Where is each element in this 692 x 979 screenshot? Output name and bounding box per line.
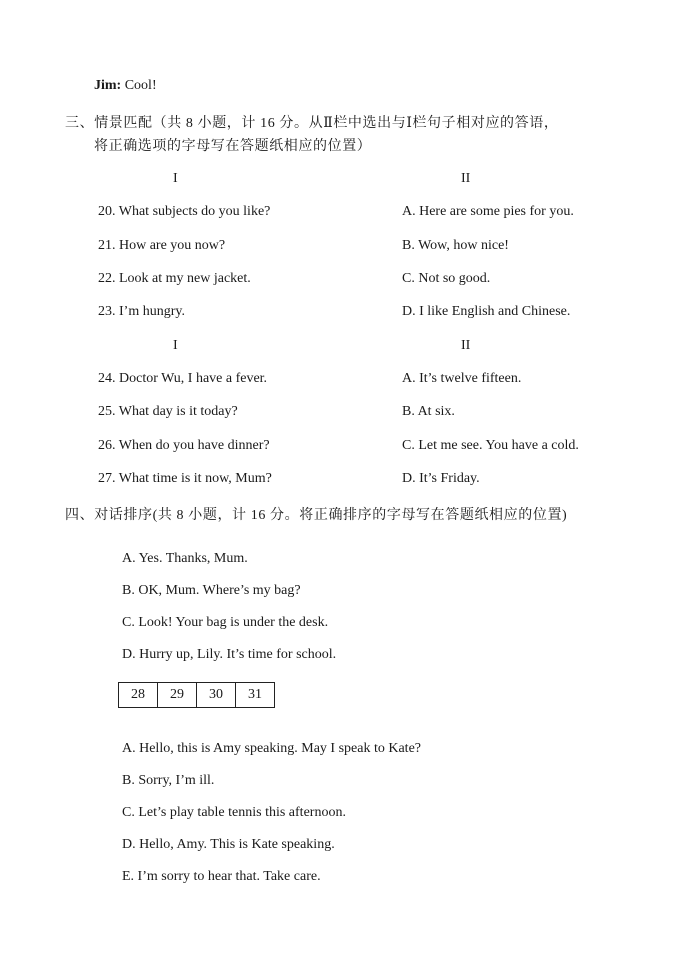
answer-option: B. At six. — [402, 404, 455, 419]
answer-option: B. Wow, how nice! — [402, 238, 509, 253]
question-item: 20. What subjects do you like? — [98, 204, 271, 219]
question-item: 23. I’m hungry. — [98, 304, 185, 319]
section4-title: 四、对话排序(共 8 小题，计 16 分。将正确排序的字母写在答题纸相应的位置) — [65, 508, 568, 523]
column-header-i: I — [173, 338, 178, 353]
column-header-ii: II — [461, 338, 471, 353]
dialog-text: Cool! — [124, 78, 157, 93]
order-box-cell: 30 — [197, 683, 236, 708]
dialog-sentence: B. OK, Mum. Where’s my bag? — [122, 583, 301, 598]
question-item: 25. What day is it today? — [98, 404, 238, 419]
dialog-line-jim — [94, 79, 157, 93]
answer-option: A. It’s twelve fifteen. — [402, 371, 522, 386]
section3-title-cont: 将正确选项的字母写在答题纸相应的位置） — [94, 139, 372, 154]
dialog-sentence: B. Sorry, I’m ill. — [122, 773, 215, 788]
dialog-sentence: C. Look! Your bag is under the desk. — [122, 615, 329, 630]
question-item: 27. What time is it now, Mum? — [98, 471, 272, 486]
column-header-i: I — [173, 171, 178, 186]
dialog-sentence: C. Let’s play table tennis this afternoon. — [122, 805, 346, 820]
dialog-sentence: A. Yes. Thanks, Mum. — [122, 551, 248, 566]
speaker-name: Jim: — [94, 78, 122, 93]
order-box-cell: 31 — [236, 683, 275, 708]
answer-option: A. Here are some pies for you. — [402, 204, 574, 219]
section3-title: 三、情景匹配（共 8 小题，计 16 分。从Ⅱ栏中选出与Ⅰ栏句子相对应的答语， — [65, 116, 559, 131]
answer-option: D. I like English and Chinese. — [402, 304, 571, 319]
dialog-sentence: D. Hurry up, Lily. It’s time for school. — [122, 647, 337, 662]
question-item: 22. Look at my new jacket. — [98, 271, 251, 286]
column-header-ii: II — [461, 171, 471, 186]
question-item: 24. Doctor Wu, I have a fever. — [98, 371, 268, 386]
answer-order-table — [118, 682, 275, 708]
answer-option: C. Not so good. — [402, 271, 491, 286]
dialog-sentence: E. I’m sorry to hear that. Take care. — [122, 869, 321, 884]
order-box-cell: 29 — [158, 683, 197, 708]
answer-option: D. It’s Friday. — [402, 471, 480, 486]
order-box-cell: 28 — [119, 683, 158, 708]
dialog-sentence: D. Hello, Amy. This is Kate speaking. — [122, 837, 335, 852]
answer-option: C. Let me see. You have a cold. — [402, 438, 579, 453]
question-item: 26. When do you have dinner? — [98, 438, 270, 453]
question-item: 21. How are you now? — [98, 238, 226, 253]
dialog-sentence: A. Hello, this is Amy speaking. May I speak to Kate? — [122, 741, 422, 756]
